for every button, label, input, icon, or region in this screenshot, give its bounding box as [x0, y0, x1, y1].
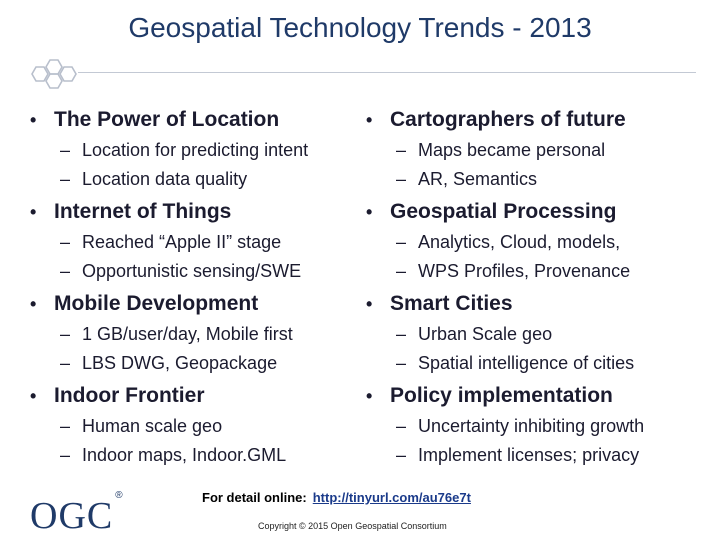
right-column — [364, 104, 714, 472]
topic-subitem — [364, 349, 714, 378]
dash-icon: – — [60, 416, 71, 436]
bullet-icon: • — [366, 202, 373, 222]
dash-icon: – — [60, 169, 71, 189]
subitem-text: Spatial intelligence of cities — [418, 353, 635, 373]
topic-subitem — [364, 257, 714, 286]
ogc-logo — [30, 490, 124, 538]
topic-heading-text: The Power of Location — [54, 108, 280, 131]
dash-icon: – — [60, 261, 71, 281]
topic-subitem — [28, 228, 368, 257]
topic-heading — [28, 380, 368, 412]
bullet-icon: • — [30, 110, 37, 130]
registered-mark: ® — [115, 490, 124, 502]
topic-subitem — [28, 257, 368, 286]
subitem-text: Indoor maps, Indoor.GML — [82, 445, 287, 465]
topic-heading-text: Indoor Frontier — [54, 384, 205, 407]
topic-heading-text: Cartographers of future — [390, 108, 626, 131]
topic-heading — [28, 104, 368, 136]
topic-heading — [364, 288, 714, 320]
topic-subitem — [364, 412, 714, 441]
topic-subitem — [28, 412, 368, 441]
copyright-notice: Copyright © 2015 Open Geospatial Consortium — [258, 521, 447, 531]
topic-heading-text: Geospatial Processing — [390, 200, 617, 223]
subitem-text: Opportunistic sensing/SWE — [82, 261, 302, 281]
topic-subitem — [364, 320, 714, 349]
bullet-icon: • — [30, 202, 37, 222]
subitem-text: Implement licenses; privacy — [418, 445, 640, 465]
topic-policy-implementation — [364, 380, 714, 472]
subitem-text: Reached “Apple II” stage — [82, 232, 282, 252]
dash-icon: – — [396, 232, 407, 252]
dash-icon: – — [60, 232, 71, 252]
subitem-text: WPS Profiles, Provenance — [418, 261, 631, 281]
topic-heading-text: Internet of Things — [54, 200, 232, 223]
subitem-text: Analytics, Cloud, models, — [418, 232, 621, 252]
dash-icon: – — [396, 416, 407, 436]
topic-heading — [28, 196, 368, 228]
topic-heading-text: Policy implementation — [390, 384, 613, 407]
topic-heading-text: Mobile Development — [54, 292, 259, 315]
topic-subitem — [28, 441, 368, 470]
left-column — [28, 104, 368, 472]
topic-cartographers-of-future — [364, 104, 714, 196]
dash-icon: – — [396, 169, 407, 189]
dash-icon: – — [60, 445, 71, 465]
subitem-text: Location for predicting intent — [82, 140, 309, 160]
topic-power-of-location — [28, 104, 368, 196]
topic-subitem — [28, 165, 368, 194]
dash-icon: – — [396, 261, 407, 281]
topic-heading — [364, 380, 714, 412]
topic-geospatial-processing — [364, 196, 714, 288]
dash-icon: – — [60, 140, 71, 160]
topic-heading — [364, 104, 714, 136]
hexagon-cluster-icon — [26, 58, 80, 90]
detail-label: For detail online: — [202, 490, 307, 505]
topic-subitem — [28, 320, 368, 349]
subitem-text: Human scale geo — [82, 416, 223, 436]
topic-subitem — [28, 349, 368, 378]
bullet-icon: • — [30, 386, 37, 406]
topic-subitem — [364, 136, 714, 165]
subitem-text: Uncertainty inhibiting growth — [418, 416, 645, 436]
subitem-text: Maps became personal — [418, 140, 606, 160]
subitem-text: AR, Semantics — [418, 169, 538, 189]
subitem-text: Location data quality — [82, 169, 248, 189]
topic-heading-text: Smart Cities — [390, 292, 513, 315]
dash-icon: – — [60, 353, 71, 373]
topic-subitem — [364, 228, 714, 257]
dash-icon: – — [396, 140, 407, 160]
topic-smart-cities — [364, 288, 714, 380]
topic-indoor-frontier — [28, 380, 368, 472]
bullet-icon: • — [366, 110, 373, 130]
dash-icon: – — [396, 445, 407, 465]
topic-internet-of-things — [28, 196, 368, 288]
subitem-text: 1 GB/user/day, Mobile first — [82, 324, 293, 344]
dash-icon: – — [396, 353, 407, 373]
dash-icon: – — [60, 324, 71, 344]
topic-heading — [28, 288, 368, 320]
logo-text: OGC — [30, 495, 114, 537]
footer-detail — [202, 490, 471, 505]
topic-subitem — [364, 441, 714, 470]
detail-link[interactable]: http://tinyurl.com/au76e7t — [312, 490, 471, 505]
bullet-icon: • — [366, 294, 373, 314]
slide-title: Geospatial Technology Trends - 2013 — [128, 12, 592, 43]
subitem-text: LBS DWG, Geopackage — [82, 353, 278, 373]
topic-mobile-development — [28, 288, 368, 380]
topic-heading — [364, 196, 714, 228]
title-divider — [78, 72, 696, 73]
subitem-text: Urban Scale geo — [418, 324, 553, 344]
topic-subitem — [28, 136, 368, 165]
dash-icon: – — [396, 324, 407, 344]
bullet-icon: • — [30, 294, 37, 314]
bullet-icon: • — [366, 386, 373, 406]
topic-subitem — [364, 165, 714, 194]
